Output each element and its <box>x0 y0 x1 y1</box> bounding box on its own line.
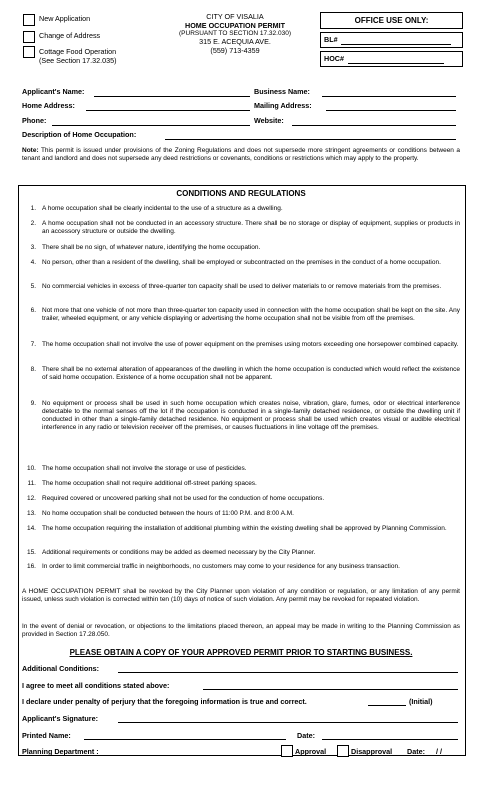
planning-dept-label: Planning Department : <box>22 747 99 756</box>
planning-date-label: Date: <box>407 747 425 756</box>
mailing-address-field[interactable] <box>326 110 456 111</box>
condition-number: 5. <box>30 283 36 290</box>
condition-item <box>22 366 460 382</box>
home-address-label: Home Address: <box>22 101 75 110</box>
condition-text: A home occupation shall not be conducted in an accessory structure. There shall be no storage or display of equipment, supplies or products in an accessory structure or outside the dwelling. <box>42 220 460 236</box>
agree-label: I agree to meet all conditions stated above: <box>22 681 170 690</box>
website-label: Website: <box>254 116 284 125</box>
condition-number: 10. <box>26 465 36 472</box>
bl-number-line <box>341 44 451 45</box>
initial-field[interactable] <box>368 705 406 706</box>
condition-item <box>22 259 460 267</box>
signature-label: Applicant's Signature: <box>22 714 98 723</box>
date-field[interactable] <box>322 739 458 740</box>
change-of-address-checkbox[interactable] <box>23 31 35 43</box>
note-paragraph <box>22 147 460 163</box>
cottage-food-checkbox[interactable] <box>23 46 35 58</box>
condition-text: No home occupation shall be conducted between the hours of 11:00 P.M. and 8:00 A.M. <box>42 510 294 517</box>
condition-number: 12. <box>26 495 36 502</box>
condition-item <box>22 480 460 488</box>
condition-number: 14. <box>26 525 36 532</box>
planning-date-slashes[interactable]: / / <box>436 747 442 756</box>
description-label: Description of Home Occupation: <box>22 130 137 139</box>
condition-number: 15. <box>26 549 36 556</box>
condition-number: 4. <box>30 259 36 266</box>
signature-field[interactable] <box>118 722 458 723</box>
additional-conditions-label: Additional Conditions: <box>22 664 100 673</box>
condition-text: The home occupation shall not require additional off-street parking spaces. <box>42 480 257 487</box>
condition-number: 7. <box>30 341 36 348</box>
business-name-label: Business Name: <box>254 87 310 96</box>
mailing-address-label: Mailing Address: <box>254 101 312 110</box>
new-application-label: New Application <box>39 14 91 23</box>
office-phone: (559) 713-4359 <box>210 45 260 55</box>
condition-item <box>22 341 460 349</box>
hoc-number-line <box>348 63 444 64</box>
declare-label: I declare under penalty of perjury that the foregoing information is true and correct. <box>22 697 307 706</box>
applicant-name-field[interactable] <box>94 96 250 97</box>
office-use-title-box <box>320 12 463 29</box>
condition-item <box>22 510 460 518</box>
condition-text: A home occupation shall be clearly incidental to the use of a structure as a dwelling. <box>42 205 283 212</box>
applicant-name-label: Applicant's Name: <box>22 87 85 96</box>
condition-item <box>22 525 460 533</box>
bl-number-label: BL# <box>324 35 338 44</box>
condition-text: There shall be no external alteration of appearances of the dwelling in which the home occupation is conducted which would reflect the existence of said home occupation. Existence of a home occupation shall not be apparent. <box>42 366 460 382</box>
planning-dept-field[interactable] <box>116 755 278 756</box>
disapproval-checkbox[interactable] <box>337 745 349 757</box>
bl-number-box[interactable] <box>320 32 463 48</box>
condition-item <box>22 205 460 213</box>
additional-conditions-field[interactable] <box>118 672 458 673</box>
business-name-field[interactable] <box>322 96 456 97</box>
condition-number: 2. <box>30 220 36 227</box>
pursuant-note: (PURSUANT TO SECTION 17.32.030) <box>179 30 291 38</box>
revocation-paragraph: A HOME OCCUPATION PERMIT shall be revoked by the City Planner upon violation of any condition or regulation, or any limitation of any permit issued, unless such violation is corrected within ten (10) days of notice of such violation. Any permit may be revoked for repeated violation. <box>22 588 460 604</box>
condition-item <box>22 307 460 323</box>
change-of-address-label: Change of Address <box>39 31 101 40</box>
condition-item <box>22 563 460 571</box>
condition-item <box>22 244 460 252</box>
cottage-food-label: Cottage Food Operation <box>39 47 117 56</box>
website-field[interactable] <box>292 125 456 126</box>
disapproval-label: Disapproval <box>351 747 393 756</box>
condition-text: The home occupation shall not involve the storage or use of pesticides. <box>42 465 247 472</box>
conditions-title: CONDITIONS AND REGULATIONS <box>176 189 306 198</box>
condition-text: The home occupation requiring the installation of additional plumbing within the existing dwelling shall be approved by Planning Commission. <box>42 525 447 532</box>
initial-label: (Initial) <box>409 697 433 706</box>
condition-text: Not more that one vehicle of not more than three-quarter ton capacity used in connection with the home occupation shall be kept on the site. Any trailer, wheeled equipment, or any vehicle displaying or advertising the home occupation shall not be visible from off the premises. <box>42 307 460 323</box>
office-address: 315 E. ACEQUIA AVE. <box>199 37 271 47</box>
condition-text: Required covered or uncovered parking shall not be used for the conduction of home occupations. <box>42 495 325 502</box>
agree-field[interactable] <box>203 689 458 690</box>
condition-item <box>22 549 460 557</box>
condition-text: Additional requirements or conditions may be added as deemed necessary by the City Planner. <box>42 549 316 556</box>
condition-item <box>22 283 460 291</box>
condition-number: 8. <box>30 366 36 373</box>
condition-number: 1. <box>30 205 36 212</box>
cottage-food-section-label: (See Section 17.32.035) <box>39 56 117 65</box>
phone-field[interactable] <box>52 125 250 126</box>
note-text: This permit is issued under provisions of the Zoning Regulations and does not supersede more stringent agreements or conditions between a tenant and landlord and does not supersede any deed restrictions or covenants, conditions or restrictions which may apply to the property. <box>22 147 460 163</box>
condition-number: 13. <box>26 510 36 517</box>
office-use-title: OFFICE USE ONLY: <box>354 16 429 25</box>
new-application-checkbox[interactable] <box>23 14 35 26</box>
condition-number: 16. <box>26 563 36 570</box>
form-header <box>160 13 310 55</box>
date-label: Date: <box>297 731 315 740</box>
appeal-paragraph: In the event of denial or revocation, or objections to the limitations placed thereon, an appeal may be made in writing to the Planning Commission as provided in Section 17.28.050. <box>22 623 460 639</box>
condition-item <box>22 465 460 473</box>
condition-number: 11. <box>27 480 36 487</box>
approval-checkbox[interactable] <box>281 745 293 757</box>
copy-permit-banner: PLEASE OBTAIN A COPY OF YOUR APPROVED PERMIT PRIOR TO STARTING BUSINESS. <box>69 648 413 657</box>
note-label: Note: <box>22 147 39 154</box>
condition-number: 6. <box>30 307 36 314</box>
condition-text: No commercial vehicles in excess of three-quarter ton capacity shall be used to deliver materials to or remove materials from the premises. <box>42 283 442 290</box>
condition-item <box>22 400 460 432</box>
condition-item <box>22 495 460 503</box>
condition-text: No person, other than a resident of the dwelling, shall be employed or subcontracted on the premises in the conduct of a home occupation. <box>42 259 441 266</box>
condition-item <box>22 220 460 236</box>
condition-text: The home occupation shall not involve the use of power equipment on the premises using motors exceeding one horsepower combined capacity. <box>42 341 459 348</box>
printed-name-label: Printed Name: <box>22 731 71 740</box>
hoc-number-box[interactable] <box>320 51 463 67</box>
condition-number: 9. <box>30 400 36 407</box>
phone-label: Phone: <box>22 116 47 125</box>
description-field[interactable] <box>165 139 456 140</box>
hoc-number-label: HOC# <box>324 54 344 63</box>
condition-text: No equipment or process shall be used in such home occupation which creates noise, vibration, glare, fumes, odor or electrical interference detectable to the normal senses off the lot if the occupation is conducted in a single-family detached residence, or outside the dwelling unit if conducted in other than a single-family detached residence. No equipment or process shall be used which creates visual or audible electrical interference in any radio or television receiver off the premises, or causes fluctuations in line voltage off the premises. <box>42 400 460 432</box>
condition-text: There shall be no sign, of whatever nature, identifying the home occupation. <box>42 244 261 251</box>
form-title: HOME OCCUPATION PERMIT <box>185 20 285 30</box>
printed-name-field[interactable] <box>84 739 286 740</box>
condition-text: In order to limit commercial traffic in neighborhoods, no customers may come to your residence for any business transaction. <box>42 563 400 570</box>
condition-number: 3. <box>30 244 36 251</box>
approval-label: Approval <box>295 747 327 756</box>
home-address-field[interactable] <box>86 110 250 111</box>
city-name: CITY OF VISALIA <box>206 12 264 21</box>
